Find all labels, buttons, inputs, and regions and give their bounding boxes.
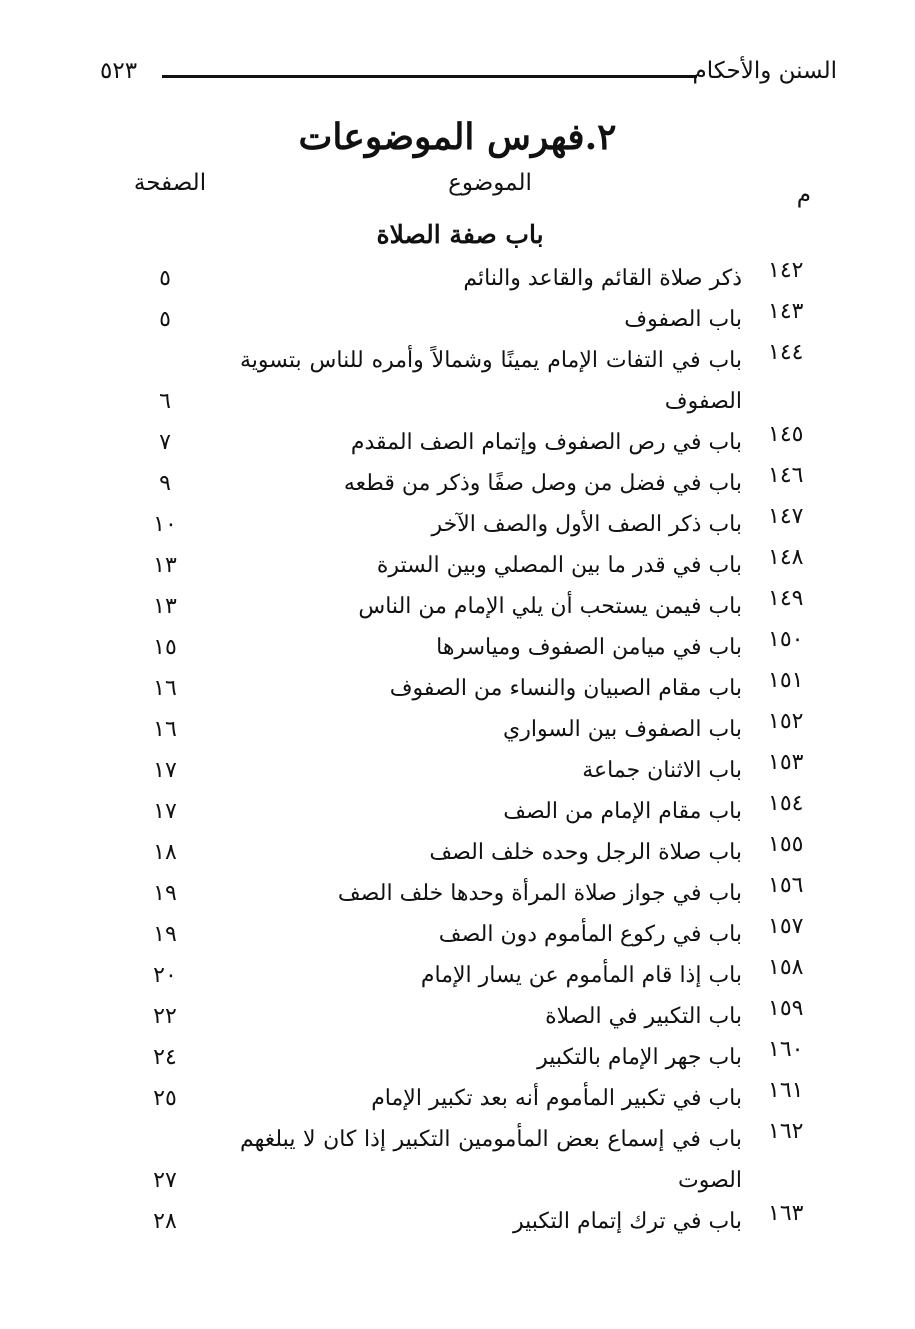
entry-page: ١٧ — [153, 758, 177, 783]
toc-entry — [100, 873, 820, 914]
entry-page: ١٠ — [153, 512, 177, 537]
entry-title: باب صلاة الرجل وحده خلف الصف — [429, 840, 742, 865]
entry-number: ١٥١ — [768, 668, 804, 693]
toc-entry — [100, 586, 820, 627]
entry-number: ١٤٤ — [768, 340, 804, 365]
entry-title: باب مقام الصبيان والنساء من الصفوف — [389, 676, 742, 701]
running-header — [100, 56, 837, 96]
entry-page: ١٦ — [153, 717, 177, 742]
entry-number: ١٤٦ — [768, 463, 804, 488]
entry-number: ١٦٣ — [768, 1201, 804, 1226]
entry-number: ١٥٢ — [768, 709, 804, 734]
toc-entry — [100, 1201, 820, 1242]
page-number: ٥٢٣ — [100, 58, 138, 84]
entry-title: باب في تكبير المأموم أنه بعد تكبير الإمام — [371, 1086, 742, 1111]
entry-title: باب مقام الإمام من الصف — [503, 799, 742, 824]
entry-page: ٢٥ — [153, 1086, 177, 1111]
entry-number: ١٤٧ — [768, 504, 804, 529]
entry-number: ١٥٠ — [768, 627, 804, 652]
entry-title: باب في قدر ما بين المصلي وبين السترة — [376, 553, 742, 578]
toc-entry — [100, 914, 820, 955]
entry-title: باب في التفات الإمام يمينًا وشمالاً وأمره للناس بتسوية الصفوف — [240, 348, 742, 414]
entry-title: باب في فضل من وصل صفًا وذكر من قطعه — [343, 471, 742, 496]
entry-title: ذكر صلاة القائم والقاعد والنائم — [463, 266, 742, 291]
entry-number: ١٦٠ — [768, 1037, 804, 1062]
entry-page: ١٣ — [153, 553, 177, 578]
entry-page: ١٩ — [153, 881, 177, 906]
entry-number: ١٥٧ — [768, 914, 804, 939]
entry-page: ١٨ — [153, 840, 177, 865]
entry-page: ٥ — [159, 307, 171, 332]
entry-page: ٢٤ — [153, 1045, 177, 1070]
entry-title: باب في إسماع بعض المأمومين التكبير إذا كان لا يبلغهم الصوت — [240, 1127, 742, 1193]
entry-number: ١٤٩ — [768, 586, 804, 611]
toc-entry — [100, 463, 820, 504]
chapter-heading: باب صفة الصلاة — [376, 220, 544, 249]
entry-number: ١٤٨ — [768, 545, 804, 570]
toc-entry — [100, 668, 820, 709]
entry-page: ٢٠ — [153, 963, 177, 988]
entry-number: ١٥٥ — [768, 832, 804, 857]
toc-entry — [100, 422, 820, 463]
entry-page: ٩ — [159, 471, 171, 496]
toc-entry — [100, 791, 820, 832]
toc-entry — [100, 340, 820, 422]
entry-title: باب الصفوف — [624, 307, 742, 332]
entry-title: باب الصفوف بين السواري — [503, 717, 742, 742]
column-header-page: الصفحة — [133, 170, 207, 196]
entry-page: ١٥ — [153, 635, 177, 660]
toc-entry — [100, 996, 820, 1037]
entry-page: ٥ — [159, 266, 171, 291]
entry-title: باب جهر الإمام بالتكبير — [537, 1045, 742, 1070]
header-rule — [162, 75, 697, 78]
entry-title: باب في ركوع المأموم دون الصف — [438, 922, 742, 947]
toc-entry — [100, 504, 820, 545]
entry-title: باب فيمن يستحب أن يلي الإمام من الناس — [358, 594, 742, 619]
entry-title: باب التكبير في الصلاة — [545, 1004, 742, 1029]
entry-page: ٢٢ — [153, 1004, 177, 1029]
toc-entry — [100, 750, 820, 791]
toc-entry — [100, 1037, 820, 1078]
toc-list — [100, 258, 820, 1242]
toc-entry — [100, 955, 820, 996]
entry-title: باب الاثنان جماعة — [582, 758, 742, 783]
entry-title: باب ذكر الصف الأول والصف الآخر — [431, 512, 742, 537]
toc-entry — [100, 832, 820, 873]
entry-number: ١٥٩ — [768, 996, 804, 1021]
entry-title: باب في جواز صلاة المرأة وحدها خلف الصف — [337, 881, 742, 906]
entry-title: باب في ترك إتمام التكبير — [512, 1209, 742, 1234]
entry-number: ١٥٦ — [768, 873, 804, 898]
entry-title: باب إذا قام المأموم عن يسار الإمام — [420, 963, 742, 988]
entry-page: ١٩ — [153, 922, 177, 947]
column-header-number: م — [796, 182, 811, 208]
entry-number: ١٤٥ — [768, 422, 804, 447]
entry-title: باب في رص الصفوف وإتمام الصف المقدم — [350, 430, 742, 455]
entry-title: باب في ميامن الصفوف ومياسرها — [436, 635, 742, 660]
entry-number: ١٥٤ — [768, 791, 804, 816]
entry-number: ١٥٣ — [768, 750, 804, 775]
toc-entry — [100, 258, 820, 299]
section-title: ٢.فهرس الموضوعات — [298, 116, 617, 158]
entry-number: ١٦٢ — [768, 1119, 804, 1144]
entry-number: ١٦١ — [768, 1078, 804, 1103]
entry-page: ١٦ — [153, 676, 177, 701]
entry-number: ١٥٨ — [768, 955, 804, 980]
toc-entry — [100, 1078, 820, 1119]
toc-entry — [100, 1119, 820, 1201]
toc-entry — [100, 545, 820, 586]
entry-number: ١٤٣ — [768, 299, 804, 324]
entry-page: ٦ — [159, 389, 171, 414]
toc-entry — [100, 627, 820, 668]
toc-entry — [100, 299, 820, 340]
entry-number: ١٤٢ — [768, 258, 804, 283]
entry-page: ٢٨ — [153, 1209, 177, 1234]
entry-page: ١٧ — [153, 799, 177, 824]
column-header-topic: الموضوع — [448, 170, 532, 196]
running-header-title: السنن والأحكام — [692, 58, 837, 84]
entry-page: ٢٧ — [153, 1168, 177, 1193]
entry-page: ١٣ — [153, 594, 177, 619]
entry-page: ٧ — [159, 430, 171, 455]
toc-entry — [100, 709, 820, 750]
